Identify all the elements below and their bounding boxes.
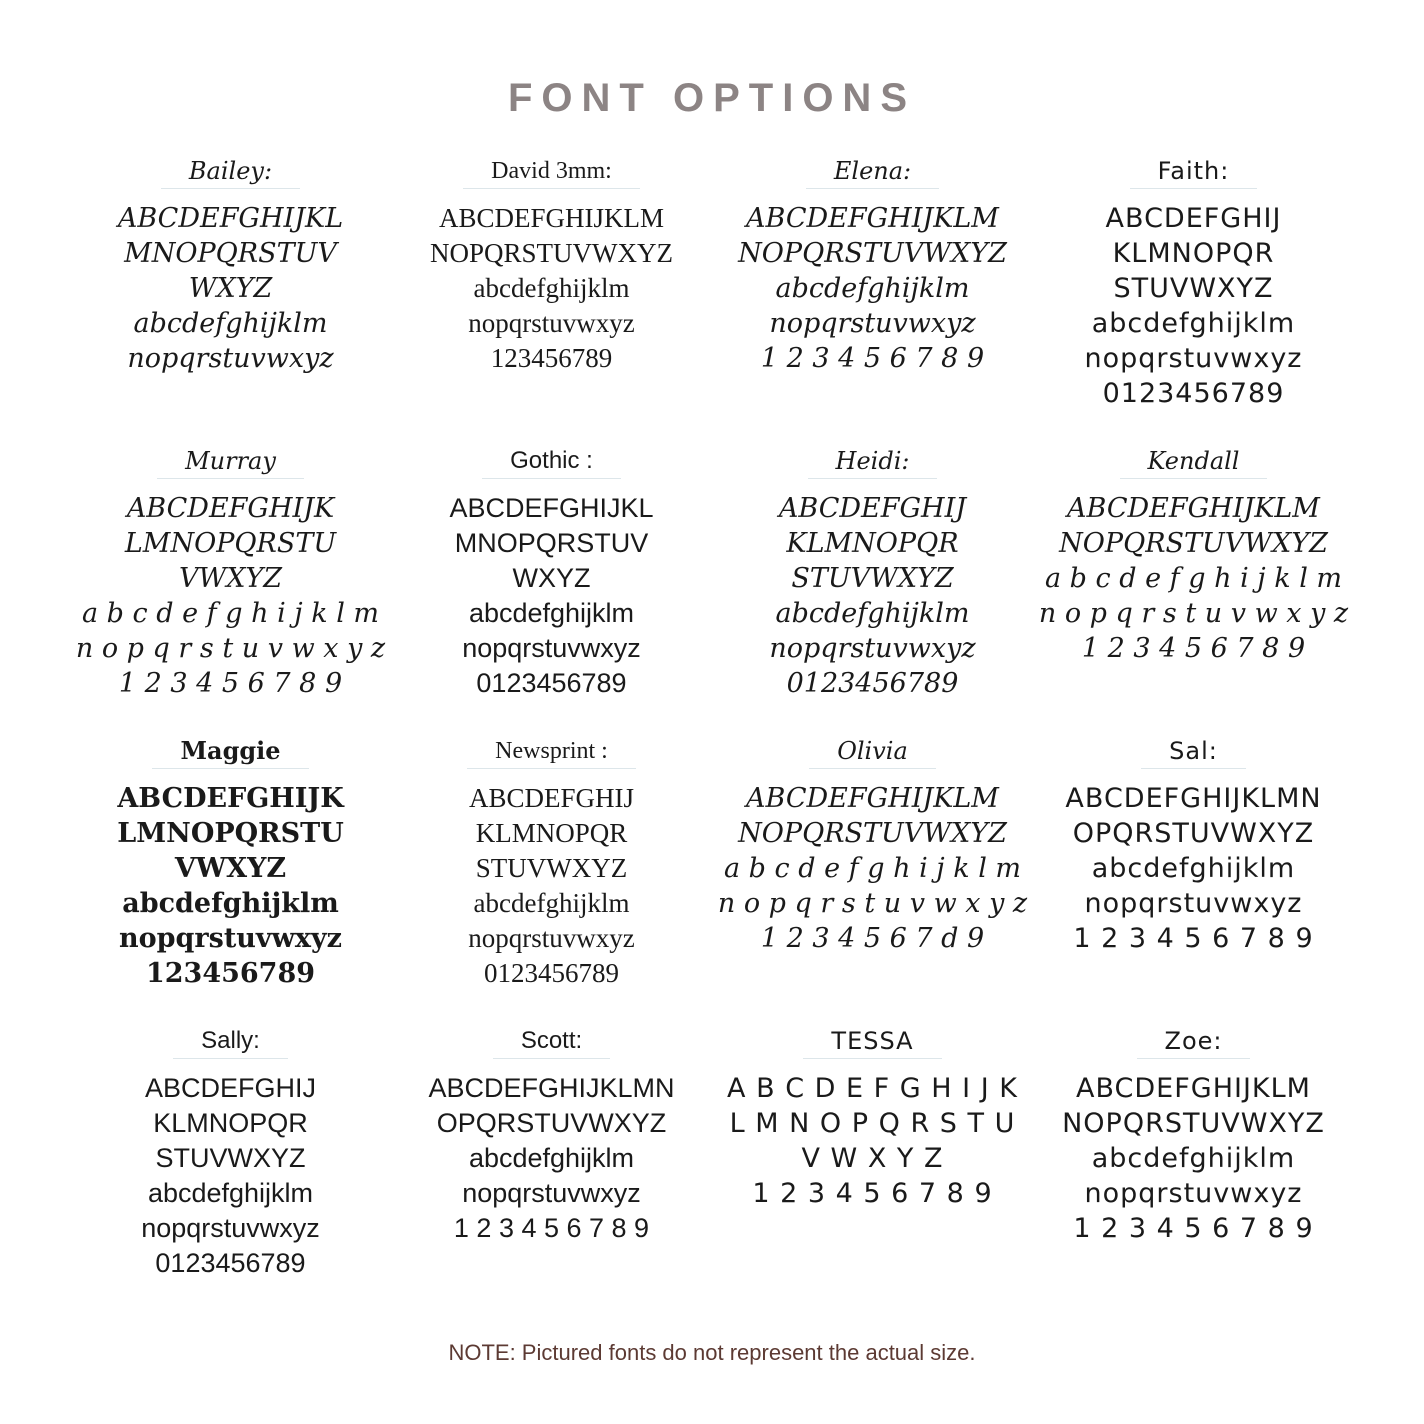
font-card-sally: [70, 1020, 391, 1310]
font-sample-line: nopqrstuvwxyz: [1084, 888, 1303, 919]
font-sample-line: KLMNOPQR: [475, 818, 628, 848]
font-card-gothic: [391, 440, 712, 730]
font-sample-line: abcdefghijklm: [1091, 1143, 1296, 1174]
font-sample-line: ABCDEFGHIJKL: [449, 493, 654, 523]
font-sample-line: 1 2 3 4 5 6 7 8 9: [1073, 1213, 1314, 1244]
font-sample-line: VWXYZ: [178, 563, 283, 594]
font-sample-line: ABCDEFGHIJKLM: [438, 203, 665, 233]
font-name: Elena:: [806, 156, 939, 189]
font-sample-line: n o p q r s t u v w x y z: [1038, 598, 1349, 629]
font-name: Heidi:: [808, 446, 938, 479]
font-name: Faith:: [1130, 156, 1258, 189]
font-grid: [70, 150, 1354, 1310]
font-sample-line: 0123456789: [155, 1248, 306, 1278]
font-sample-line: nopqrstuvwxyz: [769, 308, 976, 339]
font-card-david-3mm: [391, 150, 712, 440]
font-sample-line: VWXYZ: [174, 853, 287, 884]
font-sample-line: ABCDEFGHIJKLM: [1076, 1073, 1311, 1104]
font-sample-line: STUVWXYZ: [475, 853, 628, 883]
font-sample-line: OPQRSTUVWXYZ: [436, 1108, 667, 1138]
font-sample-line: STUVWXYZ: [155, 1143, 306, 1173]
font-sample-line: NOPQRSTUVWXYZ: [1059, 528, 1328, 559]
font-name: Maggie: [152, 736, 308, 769]
font-sample-line: NOPQRSTUVWXYZ: [1062, 1108, 1325, 1139]
font-sample-line: a b c d e f g h i j k l m: [723, 853, 1022, 884]
font-sample-line: 0123456789: [484, 958, 619, 988]
font-name: Gothic :: [482, 446, 621, 479]
font-sample-line: KLMNOPQR: [786, 528, 959, 559]
font-sample-line: abcdefghijklm: [133, 308, 328, 339]
font-sample-line: ABCDEFGHIJKLM: [746, 203, 999, 234]
font-sample-line: nopqrstuvwxyz: [468, 923, 635, 953]
font-sample-line: abcdefghijklm: [122, 888, 339, 919]
font-sample-line: STUVWXYZ: [791, 563, 954, 594]
font-name: Newsprint :: [467, 736, 636, 769]
font-card-newsprint: [391, 730, 712, 1020]
font-name: Olivia: [809, 736, 936, 769]
font-sample-line: ABCDEFGHIJ: [144, 1073, 317, 1103]
font-sample-line: KLMNOPQR: [153, 1108, 308, 1138]
font-sample-line: LMNOPQRSTU: [124, 528, 337, 559]
font-sample-line: abcdefghijklm: [147, 1178, 314, 1208]
font-sample-line: OPQRSTUVWXYZ: [1072, 818, 1315, 849]
font-sample-line: ABCDEFGHIJ: [1105, 203, 1282, 234]
font-name: Scott:: [493, 1026, 610, 1059]
font-sample-line: nopqrstuvwxyz: [119, 923, 342, 954]
font-card-elena: [712, 150, 1033, 440]
font-card-bailey: [70, 150, 391, 440]
font-sample-line: nopqrstuvwxyz: [1084, 343, 1303, 374]
font-name: Sal:: [1141, 736, 1246, 769]
font-name: Zoe:: [1137, 1026, 1251, 1059]
font-card-faith: [1033, 150, 1354, 440]
font-sample-line: abcdefghijklm: [1091, 853, 1296, 884]
font-sample-line: ABCDEFGHIJK: [117, 783, 344, 814]
font-sample-line: NOPQRSTUVWXYZ: [738, 818, 1007, 849]
font-sample-line: ABCDEFGHIJ: [778, 493, 967, 524]
font-sample-line: abcdefghijklm: [468, 1143, 635, 1173]
font-sample-line: ABCDEFGHIJKLMN: [428, 1073, 675, 1103]
font-sample-line: 123456789: [490, 343, 613, 373]
font-card-sal: [1033, 730, 1354, 1020]
font-sample-line: 0123456789: [1102, 378, 1285, 409]
font-sample-line: nopqrstuvwxyz: [127, 343, 334, 374]
font-sample-line: 0123456789: [786, 668, 959, 699]
font-sample-line: ABCDEFGHIJKLMN: [1065, 783, 1322, 814]
font-sample-line: V W X Y Z: [801, 1143, 944, 1174]
page-title: FONT OPTIONS: [508, 76, 916, 120]
font-sample-line: ABCDEFGHIJK: [126, 493, 335, 524]
font-name: Sally:: [173, 1026, 288, 1059]
font-sample-line: 1 2 3 4 5 6 7 8 9: [1073, 923, 1314, 954]
font-card-scott: [391, 1020, 712, 1310]
font-card-tessa: [712, 1020, 1033, 1310]
font-sample-line: abcdefghijklm: [468, 598, 635, 628]
font-sample-line: a b c d e f g h i j k l m: [1044, 563, 1343, 594]
font-sample-line: abcdefghijklm: [473, 273, 630, 303]
font-sample-line: 1 2 3 4 5 6 7 d 9: [760, 923, 985, 954]
font-sample-line: 123456789: [145, 958, 316, 989]
font-card-kendall: [1033, 440, 1354, 730]
font-sample-line: abcdefghijklm: [1091, 308, 1296, 339]
font-sample-line: 1 2 3 4 5 6 7 8 9: [752, 1178, 993, 1209]
font-name: David 3mm:: [463, 156, 640, 189]
font-sample-line: ABCDEFGHIJKLM: [746, 783, 999, 814]
font-sample-line: LMNOPQRSTU: [117, 818, 344, 849]
font-sample-line: abcdefghijklm: [473, 888, 630, 918]
font-sample-line: n o p q r s t u v w x y z: [717, 888, 1028, 919]
font-sample-line: 1 2 3 4 5 6 7 8 9: [760, 343, 985, 374]
size-note: NOTE: Pictured fonts do not represent the actual size.: [448, 1340, 976, 1365]
font-card-heidi: [712, 440, 1033, 730]
font-sample-line: n o p q r s t u v w x y z: [75, 633, 386, 664]
font-sample-line: L M N O P Q R S T U: [729, 1108, 1016, 1139]
font-sample-line: nopqrstuvwxyz: [468, 308, 635, 338]
font-sample-line: nopqrstuvwxyz: [141, 1213, 320, 1243]
font-sample-line: STUVWXYZ: [1113, 273, 1274, 304]
font-name: Kendall: [1120, 446, 1268, 479]
font-sample-line: WXYZ: [188, 273, 273, 304]
font-sample-line: abcdefghijklm: [775, 598, 970, 629]
font-name: Murray: [157, 446, 304, 479]
font-card-zoe: [1033, 1020, 1354, 1310]
font-name: Bailey:: [161, 156, 300, 189]
font-sample-line: 1 2 3 4 5 6 7 8 9: [453, 1213, 650, 1243]
font-sample-line: 1 2 3 4 5 6 7 8 9: [118, 668, 343, 699]
font-sample-line: nopqrstuvwxyz: [462, 633, 641, 663]
font-name: TESSA: [803, 1026, 941, 1059]
font-sample-line: MNOPQRSTUV: [124, 238, 337, 269]
font-sample-line: NOPQRSTUVWXYZ: [430, 238, 673, 268]
font-card-maggie: [70, 730, 391, 1020]
font-card-murray: [70, 440, 391, 730]
font-sample-line: KLMNOPQR: [1112, 238, 1275, 269]
font-sample-line: MNOPQRSTUV: [454, 528, 649, 558]
font-sample-line: ABCDEFGHIJKLM: [1067, 493, 1320, 524]
font-sample-line: NOPQRSTUVWXYZ: [738, 238, 1007, 269]
font-sample-line: 0123456789: [476, 668, 627, 698]
font-sample-line: WXYZ: [512, 563, 591, 593]
font-sample-line: 1 2 3 4 5 6 7 8 9: [1081, 633, 1306, 664]
font-sample-line: abcdefghijklm: [775, 273, 970, 304]
font-sample-line: ABCDEFGHIJ: [468, 783, 635, 813]
font-card-olivia: [712, 730, 1033, 1020]
font-sample-line: nopqrstuvwxyz: [769, 633, 976, 664]
font-sample-line: a b c d e f g h i j k l m: [81, 598, 380, 629]
font-sample-line: ABCDEFGHIJKL: [117, 203, 344, 234]
font-sample-line: nopqrstuvwxyz: [462, 1178, 641, 1208]
font-sample-line: A B C D E F G H I J K: [727, 1073, 1018, 1104]
font-sample-line: nopqrstuvwxyz: [1084, 1178, 1303, 1209]
